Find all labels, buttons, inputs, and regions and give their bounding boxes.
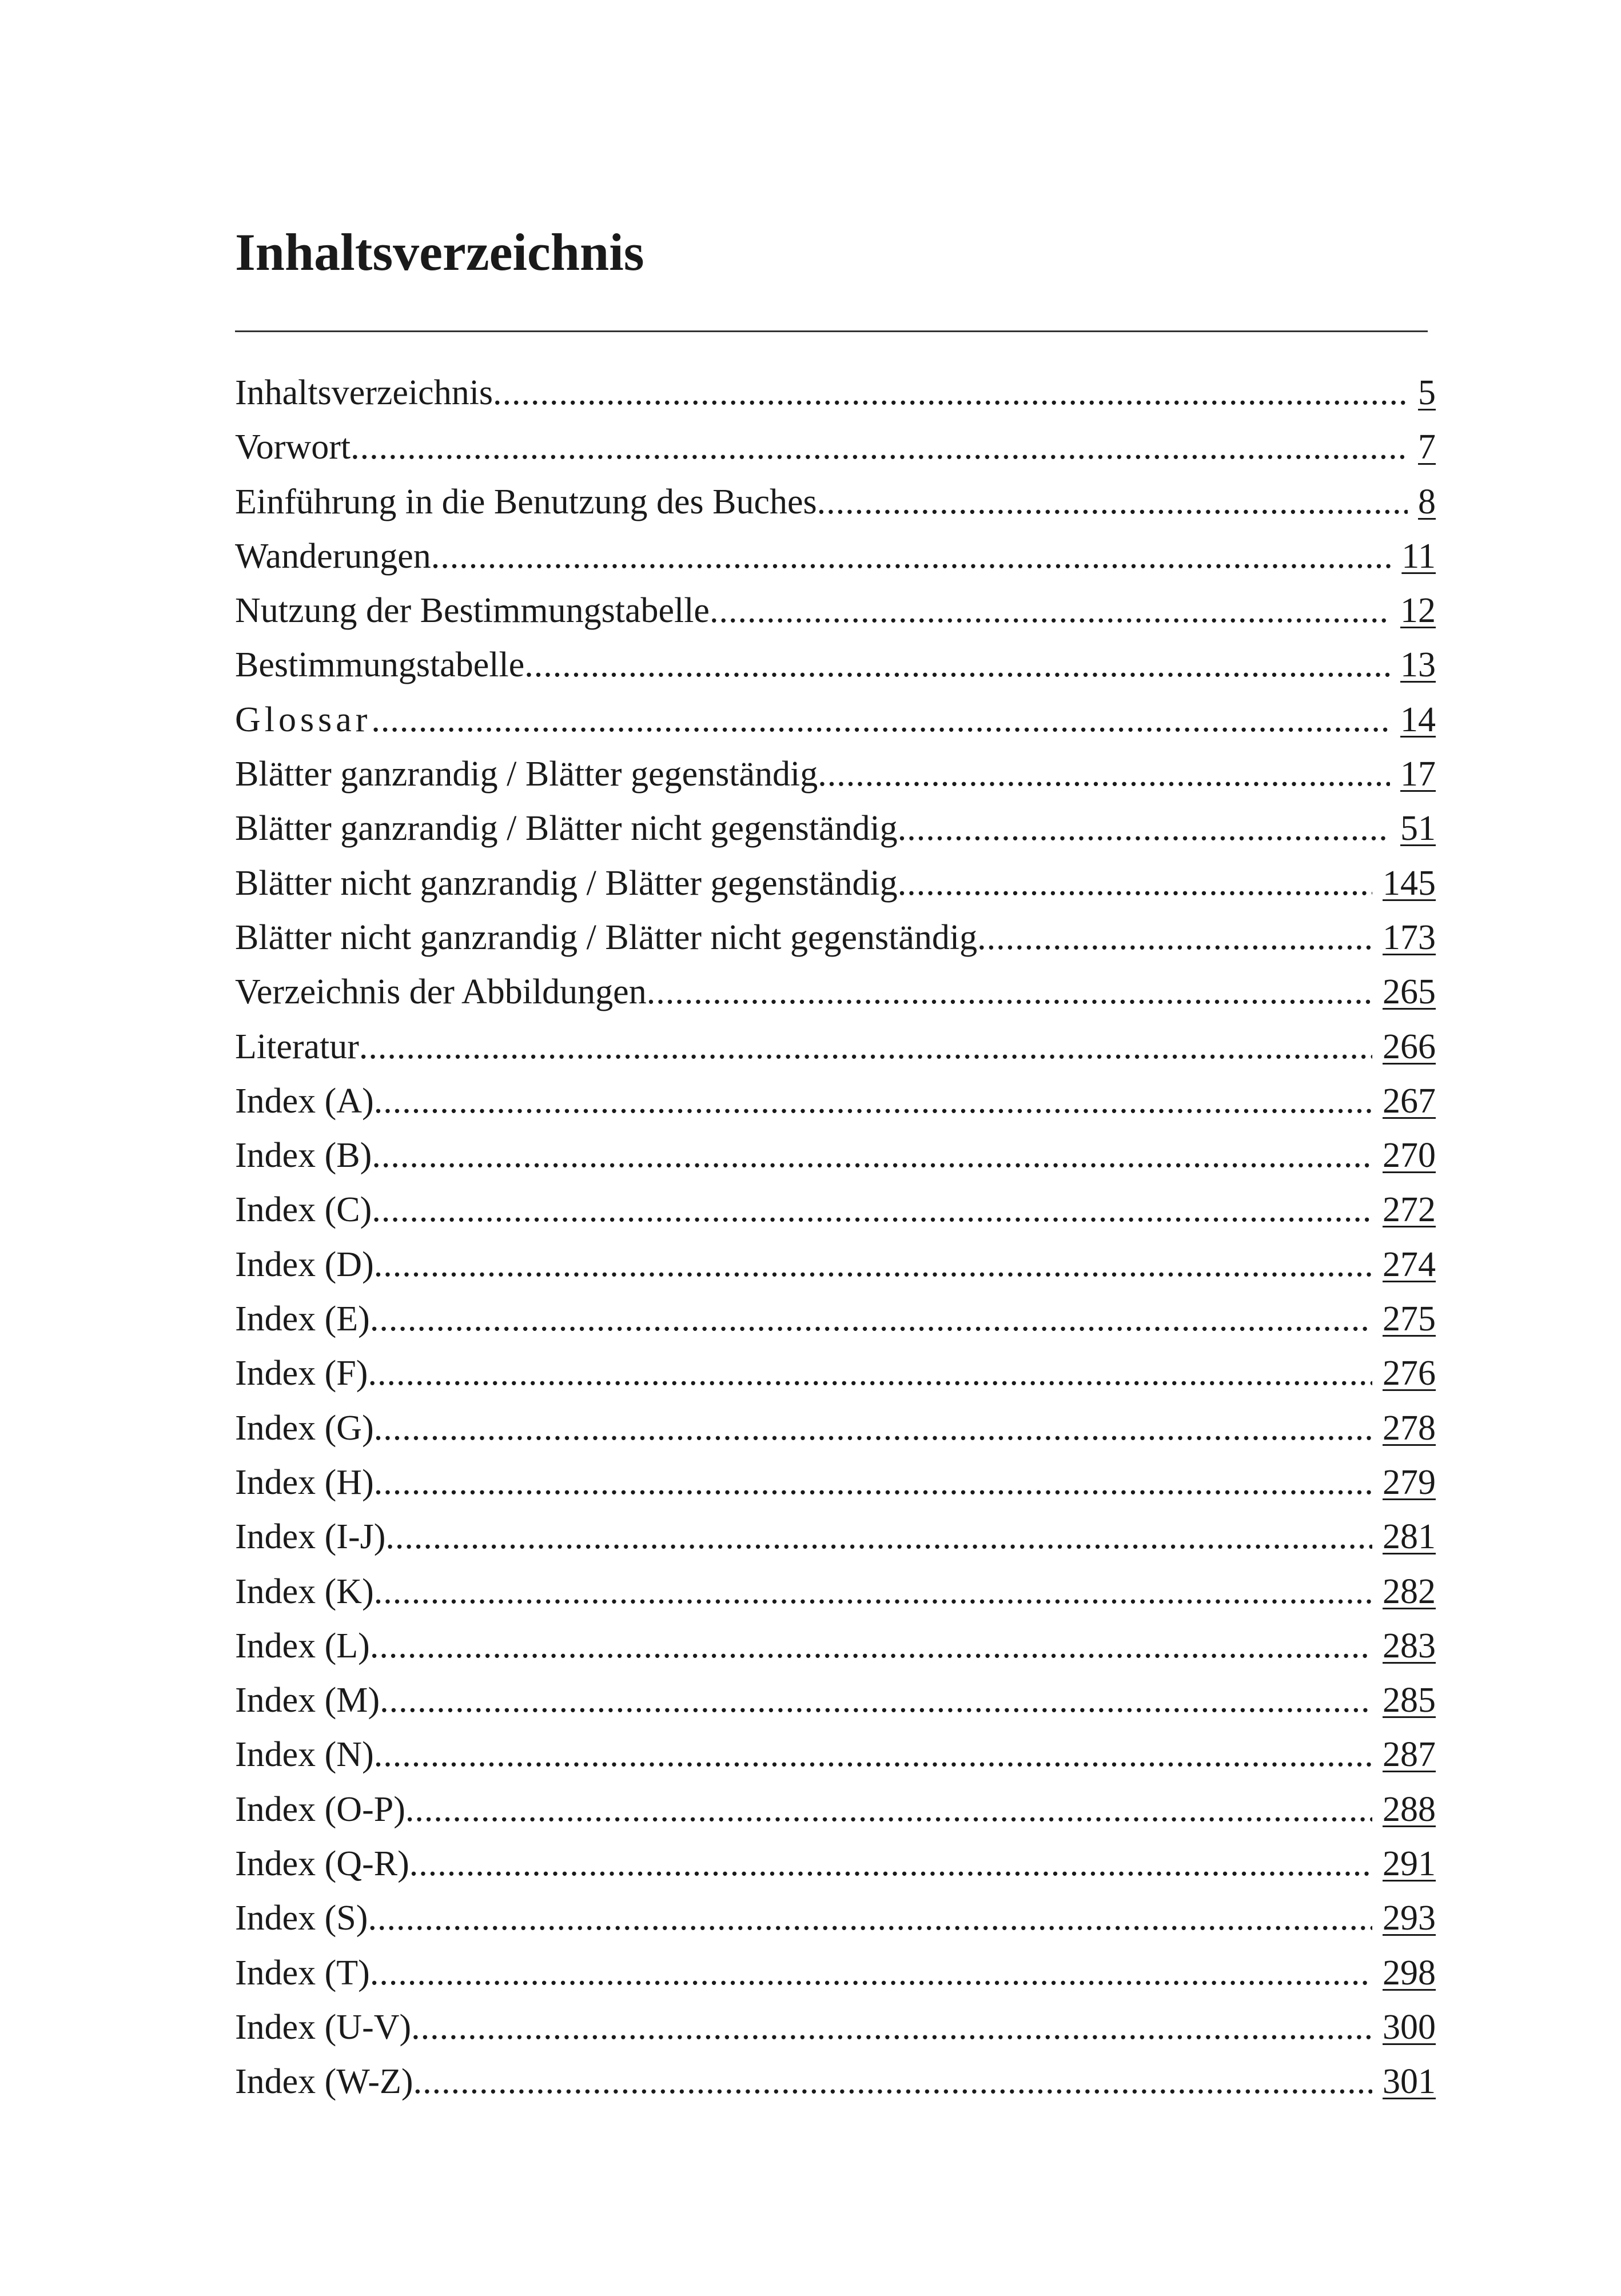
toc-entry-title: Blätter nicht ganzrandig / Blätter gegenständig: [235, 863, 898, 903]
toc-entry[interactable]: [235, 1946, 1436, 2000]
dot-leader: [368, 1346, 1372, 1401]
dot-leader: [405, 1783, 1372, 1837]
toc-entry-title: Index (O-P): [235, 1789, 405, 1829]
toc-page-link[interactable]: 279: [1383, 1462, 1436, 1502]
toc-page-link[interactable]: 301: [1383, 2062, 1436, 2102]
toc-entry-title: Index (D): [235, 1245, 374, 1284]
dot-leader: [374, 1565, 1372, 1619]
toc-page-link[interactable]: 288: [1383, 1789, 1436, 1829]
toc-entry[interactable]: [235, 1020, 1436, 1074]
toc-page-link[interactable]: 287: [1383, 1735, 1436, 1775]
toc-entry-title: Index (I-J): [235, 1517, 386, 1557]
toc-entry-title: Inhaltsverzeichnis: [235, 373, 493, 412]
toc-entry-title: Einführung in die Benutzung des Buches: [235, 482, 817, 521]
toc-page-link[interactable]: 8: [1418, 482, 1436, 521]
toc-page-link[interactable]: 285: [1383, 1681, 1436, 1720]
toc-entry[interactable]: [235, 1074, 1436, 1129]
dot-leader: [351, 420, 1408, 475]
toc-entry-title: Index (A): [235, 1081, 374, 1121]
dot-leader: [817, 475, 1408, 529]
toc-entry-title: Glossar: [235, 700, 372, 739]
dot-leader: [413, 2055, 1372, 2109]
page-title: Inhaltsverzeichnis: [235, 223, 644, 281]
toc-entry[interactable]: [235, 1456, 1436, 1510]
toc-entry-title: Index (H): [235, 1462, 374, 1502]
toc-entry[interactable]: [235, 1129, 1436, 1183]
toc-page-link[interactable]: 282: [1383, 1572, 1436, 1611]
dot-leader: [493, 366, 1408, 420]
toc-entry[interactable]: [235, 2055, 1436, 2109]
dot-leader: [370, 1946, 1372, 2000]
toc-entry-title: Blätter nicht ganzrandig / Blätter nicht gegenständig: [235, 918, 978, 957]
dot-leader: [359, 1020, 1372, 1074]
toc-entry[interactable]: [235, 1837, 1436, 1891]
toc-entry[interactable]: [235, 1728, 1436, 1782]
toc-entry-title: Blätter ganzrandig / Blätter nicht gegenständig: [235, 809, 898, 848]
dot-leader: [374, 1456, 1372, 1510]
dot-leader: [647, 965, 1372, 1019]
toc-entry[interactable]: [235, 802, 1436, 856]
toc-page-link[interactable]: 272: [1383, 1190, 1436, 1230]
toc-entry[interactable]: [235, 366, 1436, 420]
dot-leader: [411, 2000, 1372, 2055]
toc-entry[interactable]: [235, 965, 1436, 1019]
toc-page-link[interactable]: 274: [1383, 1245, 1436, 1284]
toc-page-link[interactable]: 266: [1383, 1027, 1436, 1066]
dot-leader: [380, 1673, 1372, 1728]
toc-page-link[interactable]: 276: [1383, 1354, 1436, 1393]
toc-entry-title: Verzeichnis der Abbildungen: [235, 972, 647, 1012]
toc-page-link[interactable]: 173: [1383, 918, 1436, 957]
toc-entry[interactable]: [235, 1619, 1436, 1673]
toc-entry-title: Index (K): [235, 1572, 374, 1611]
dot-leader: [374, 1401, 1372, 1456]
toc-entry[interactable]: [235, 911, 1436, 965]
toc-page-link[interactable]: 14: [1400, 700, 1436, 739]
toc-entry[interactable]: [235, 2000, 1436, 2055]
toc-page-link[interactable]: 267: [1383, 1081, 1436, 1121]
toc-entry-title: Literatur: [235, 1027, 359, 1066]
toc-entry-title: Index (W-Z): [235, 2062, 413, 2102]
toc-page-link[interactable]: 270: [1383, 1136, 1436, 1175]
toc-entry[interactable]: [235, 420, 1436, 475]
toc-page-link[interactable]: 293: [1383, 1899, 1436, 1938]
toc-page-link[interactable]: 300: [1383, 2007, 1436, 2047]
toc-page-link[interactable]: 275: [1383, 1300, 1436, 1339]
toc-entry-title: Nutzung der Bestimmungstabelle: [235, 591, 710, 631]
dot-leader: [431, 529, 1392, 584]
toc-entry[interactable]: [235, 1401, 1436, 1456]
dot-leader: [368, 1891, 1372, 1946]
toc-entry[interactable]: [235, 584, 1436, 638]
toc-entry-title: Index (B): [235, 1136, 372, 1175]
toc-entry[interactable]: [235, 1183, 1436, 1237]
toc-entry[interactable]: [235, 475, 1436, 529]
toc-entry-title: Vorwort: [235, 428, 351, 467]
table-of-contents: [235, 366, 1436, 2110]
toc-entry-title: Index (C): [235, 1190, 372, 1230]
toc-entry-title: Wanderungen: [235, 536, 431, 576]
dot-leader: [385, 1510, 1372, 1564]
toc-page-link[interactable]: 17: [1400, 755, 1436, 794]
toc-entry-title: Blätter ganzrandig / Blätter gegenständig: [235, 755, 818, 794]
toc-entry-title: Index (S): [235, 1899, 368, 1938]
toc-page-link[interactable]: 291: [1383, 1844, 1436, 1884]
dot-leader: [977, 911, 1372, 965]
dot-leader: [710, 584, 1390, 638]
toc-entry-title: Bestimmungstabelle: [235, 645, 525, 685]
dot-leader: [372, 1129, 1372, 1183]
toc-entry[interactable]: [235, 747, 1436, 802]
toc-page-link[interactable]: 145: [1383, 863, 1436, 903]
toc-page-link[interactable]: 11: [1401, 536, 1436, 576]
dot-leader: [524, 638, 1390, 692]
dot-leader: [374, 1074, 1372, 1129]
title-divider: [235, 330, 1428, 332]
toc-page-link[interactable]: 51: [1400, 809, 1436, 848]
toc-entry-title: Index (T): [235, 1953, 370, 1992]
dot-leader: [371, 693, 1390, 747]
dot-leader: [374, 1728, 1372, 1782]
toc-entry-title: Index (N): [235, 1735, 374, 1775]
toc-entry[interactable]: [235, 638, 1436, 692]
toc-entry-title: Index (U-V): [235, 2007, 412, 2047]
toc-entry[interactable]: [235, 1292, 1436, 1346]
toc-page-link[interactable]: 281: [1383, 1517, 1436, 1557]
toc-page-link[interactable]: 298: [1383, 1953, 1436, 1992]
toc-entry[interactable]: [235, 1673, 1436, 1728]
toc-entry[interactable]: [235, 693, 1436, 747]
dot-leader: [370, 1292, 1372, 1346]
toc-page-link[interactable]: 7: [1418, 428, 1436, 467]
toc-entry-title: Index (Q-R): [235, 1844, 409, 1884]
toc-page-link[interactable]: 265: [1383, 972, 1436, 1012]
toc-page-link[interactable]: 283: [1383, 1626, 1436, 1665]
toc-entry[interactable]: [235, 1346, 1436, 1401]
toc-page-link[interactable]: 278: [1383, 1408, 1436, 1448]
dot-leader: [374, 1238, 1372, 1292]
toc-page-link[interactable]: 12: [1400, 591, 1436, 631]
toc-entry[interactable]: [235, 1238, 1436, 1292]
toc-entry[interactable]: [235, 1565, 1436, 1619]
dot-leader: [372, 1183, 1372, 1237]
toc-page-link[interactable]: 13: [1400, 645, 1436, 685]
toc-entry-title: Index (E): [235, 1300, 370, 1339]
toc-page-link[interactable]: 5: [1418, 373, 1436, 412]
toc-entry-title: Index (F): [235, 1354, 368, 1393]
dot-leader: [818, 747, 1390, 802]
toc-entry[interactable]: [235, 1891, 1436, 1946]
toc-entry-title: Index (L): [235, 1626, 370, 1665]
toc-entry[interactable]: [235, 1783, 1436, 1837]
toc-entry[interactable]: [235, 1510, 1436, 1564]
dot-leader: [898, 856, 1372, 911]
toc-entry-title: Index (M): [235, 1681, 380, 1720]
dot-leader: [370, 1619, 1372, 1673]
toc-entry[interactable]: [235, 856, 1436, 911]
toc-entry-title: Index (G): [235, 1408, 374, 1448]
dot-leader: [409, 1837, 1372, 1891]
dot-leader: [898, 802, 1390, 856]
toc-entry[interactable]: [235, 529, 1436, 584]
